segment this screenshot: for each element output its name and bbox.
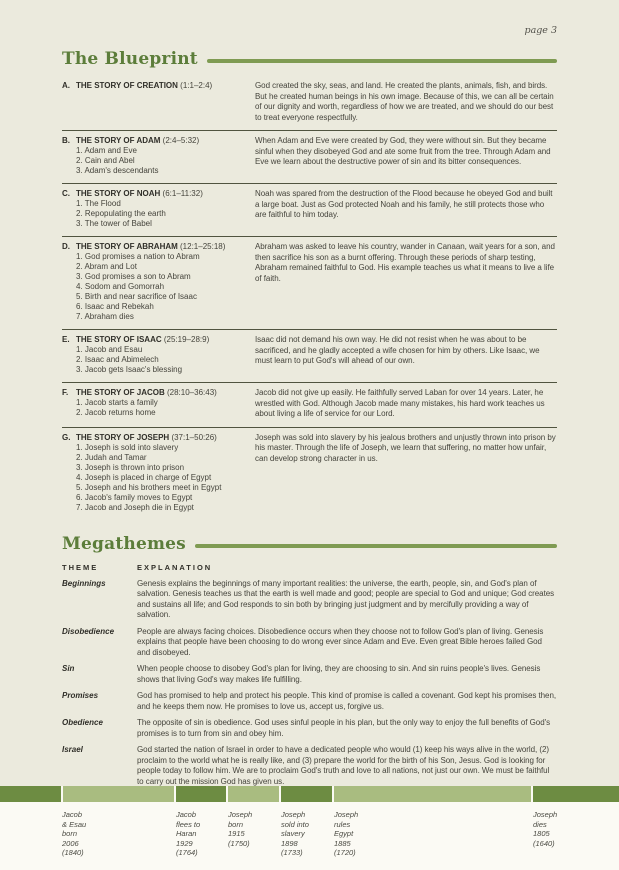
outline-item: 5. Birth and near sacrifice of Isaac <box>76 292 197 301</box>
blueprint-section-row <box>62 383 557 428</box>
page-number: page 3 <box>524 25 557 36</box>
timeline-event <box>62 810 86 858</box>
outline-item: 3. Joseph is thrown into prison <box>76 462 185 472</box>
timeline-event-line: (1750) <box>228 838 250 848</box>
section-verse-range: (2:4–5:32) <box>162 136 200 145</box>
outline-item: 2. Repopulating the earth <box>76 209 166 218</box>
section-title: THE STORY OF JOSEPH (37:1–50:26) <box>76 432 217 442</box>
blueprint-section-row <box>62 428 557 520</box>
section-title: THE STORY OF ABRAHAM (12:1–25:18) <box>76 242 226 251</box>
timeline-event-line: Jacob <box>176 810 197 819</box>
megathemes-heading-rule <box>195 544 557 548</box>
section-title-line <box>62 433 243 443</box>
outline-item: 6. Isaac and Rebekah <box>76 302 154 311</box>
timeline-segment <box>176 786 226 802</box>
outline-item: 3. Adam's descendants <box>76 166 159 175</box>
section-title: THE STORY OF NOAH (6:1–11:32) <box>76 189 203 198</box>
timeline-event-line: 1805 <box>533 829 550 838</box>
timeline-segment <box>228 786 279 802</box>
timeline-event-line: (1640) <box>533 838 555 848</box>
timeline-event-line: born <box>228 819 244 829</box>
timeline-event-line: 1885 <box>334 838 351 848</box>
blueprint-outline-table <box>62 76 557 520</box>
section-title-line <box>62 335 243 345</box>
outline-item: 4. Sodom and Gomorrah <box>76 282 165 291</box>
timeline-event-line: Joseph <box>334 810 359 819</box>
timeline-event-line: Joseph <box>533 810 558 819</box>
theme-name: Disobedience <box>62 626 115 636</box>
timeline-event-line: Egypt <box>334 829 354 838</box>
section-outline <box>62 388 255 420</box>
section-title: THE STORY OF JACOB (28:10–36:43) <box>76 388 217 397</box>
theme-explanation: Genesis explains the beginnings of many important realities: the universe, the earth, people, sin, and God's plan of salvation. Genesis teaches us that the earth is well made and good; people are special to God and unique; God creates and sustains all life; and God responds to sin both by bringing just judgment and by mercifully providing a way of salvation. <box>137 578 555 619</box>
timeline-event-line: sold into <box>281 819 309 829</box>
timeline-segment <box>334 786 531 802</box>
section-title-line <box>62 81 243 91</box>
explanation-column-header: EXPLANATION <box>137 562 213 572</box>
timeline-event-line: Joseph <box>281 810 306 819</box>
timeline-event-line: Joseph <box>228 810 253 819</box>
timeline-event-line: 1915 <box>228 829 245 838</box>
timeline-event-line: 1898 <box>281 838 298 848</box>
outline-item: 2. Isaac and Abimelech <box>76 355 159 364</box>
theme-name: Obedience <box>62 718 103 727</box>
section-outline <box>62 242 255 322</box>
section-description: When Adam and Eve were created by God, they were without sin. But they became sinful when they disobeyed God and ate some fruit from the tree. Through Adam and Eve we learn about the destructive power of sin and its bitter consequences. <box>255 136 551 166</box>
timeline-event-line: (1733) <box>281 848 303 857</box>
section-title-line <box>62 388 243 398</box>
timeline-event <box>281 810 309 858</box>
megathemes-title: Megathemes <box>62 533 186 554</box>
section-title: THE STORY OF ADAM (2:4–5:32) <box>76 136 200 145</box>
outline-item: 2. Judah and Tamar <box>76 452 147 462</box>
timeline-event-line: rules <box>334 819 351 829</box>
section-title-line <box>62 242 243 252</box>
section-description: Joseph was sold into slavery by his jealous brothers and unjustly thrown into prison by his master. Through the life of Joseph, we learn that suffering, no matter how unfair, can develop strong character in us. <box>255 432 556 463</box>
outline-item: 1. God promises a nation to Abram <box>76 252 200 261</box>
blueprint-heading <box>62 49 557 69</box>
outline-item: 6. Jacob's family moves to Egypt <box>76 492 193 502</box>
section-description: Abraham was asked to leave his country, wander in Canaan, wait years for a son, and then sacrifice his son as a burnt offering. Through these periods of sharp testing, Abraham remained faithful to God. His example teaches us what it means to live a life of faith. <box>255 242 555 283</box>
timeline-event-line: Jacob <box>62 810 83 819</box>
timeline-event-line: born <box>62 829 78 838</box>
timeline-event <box>176 810 200 858</box>
blueprint-section-row <box>62 131 557 184</box>
timeline-bar <box>0 786 619 802</box>
section-letter: B. <box>62 136 70 145</box>
section-verse-range: (28:10–36:43) <box>166 388 217 397</box>
theme-row <box>62 745 557 787</box>
outline-item: 1. Joseph is sold into slavery <box>76 442 179 452</box>
timeline-event <box>533 810 557 848</box>
timeline-event-line: 1929 <box>176 838 193 848</box>
timeline-event <box>228 810 252 848</box>
section-letter: A. <box>62 81 70 90</box>
theme-row <box>62 579 557 621</box>
theme-explanation: People are always facing choices. Disobedience occurs when they choose not to follow God's plan of living. Genesis explains that people have been choosing to do wrong ever since Adam and Eve. Even great Bible heroes failed God and disobeyed. <box>137 626 544 657</box>
outline-item: 7. Abraham dies <box>76 312 134 321</box>
outline-item: 3. Jacob gets Isaac's blessing <box>76 365 183 374</box>
timeline <box>0 786 619 870</box>
theme-explanation: God started the nation of Israel in order to have a dedicated people who would (1) keep his ways alive in the world, (2) proclaim to the world what he is really like, and (3) prepare the world for the birth of his Son, Jesus. God is looking for people today to follow him. We are to proclaim God's truth and love to all nations, not just our own. We must be faithful to carry out the mission God has given us. <box>137 745 550 786</box>
section-description: God created the sky, seas, and land. He created the plants, animals, fish, and birds. But he created human beings in his own image. Because of this, we can all be certain of our dignity and worth, regardless of how we are treated, and we should do our best to treat everyone respectfully. <box>255 81 554 122</box>
timeline-event-line: (1720) <box>334 848 356 857</box>
section-description: Noah was spared from the destruction of the Flood because he obeyed God and built a large boat. Just as God protected Noah and his family, he still protects those who are faithful to him today. <box>255 189 553 219</box>
outline-item: 3. The tower of Babel <box>76 219 152 228</box>
blueprint-heading-rule <box>207 59 557 63</box>
outline-item: 1. Jacob starts a family <box>76 398 158 407</box>
section-outline <box>62 189 255 229</box>
section-verse-range: (37:1–50:26) <box>171 432 217 442</box>
blueprint-section-row <box>62 330 557 383</box>
section-description: Isaac did not demand his own way. He did not resist when he was about to be sacrificed, and he gladly accepted a wife chosen for him by others. Like Isaac, we must learn to put God's will ahead of our own. <box>255 335 540 365</box>
timeline-event-line: Haran <box>176 829 197 838</box>
timeline-event-line: & Esau <box>62 819 87 829</box>
outline-item: 2. Abram and Lot <box>76 262 137 271</box>
outline-item: 2. Cain and Abel <box>76 156 135 165</box>
outline-item: 5. Joseph and his brothers meet in Egypt <box>76 482 222 492</box>
theme-explanation: When people choose to disobey God's plan for living, they are choosing to sin. And sin ruins people's lives. Genesis shows that living God's way makes life fulfilling. <box>137 664 541 684</box>
theme-row <box>62 664 557 685</box>
section-verse-range: (12:1–25:18) <box>180 242 226 251</box>
section-title-line <box>62 136 243 146</box>
section-description: Jacob did not give up easily. He faithfully served Laban for over 14 years. Later, he wrestled with God. Although Jacob made many mistakes, his hard work teaches us about living a life of service for our Lord. <box>255 388 545 418</box>
outline-item: 1. Adam and Eve <box>76 146 137 155</box>
timeline-event-line: slavery <box>281 829 305 838</box>
section-title-line <box>62 189 243 199</box>
section-outline <box>62 335 255 375</box>
megathemes-heading <box>62 534 557 554</box>
section-letter: D. <box>62 242 70 251</box>
theme-column-header: THEME <box>62 562 99 572</box>
theme-row <box>62 718 557 739</box>
timeline-event-line: 2006 <box>62 838 79 848</box>
outline-item: 4. Joseph is placed in charge of Egypt <box>76 472 212 482</box>
theme-row <box>62 691 557 712</box>
page-content <box>62 0 557 793</box>
section-letter: C. <box>62 189 70 198</box>
timeline-segment <box>63 786 174 802</box>
section-letter: G. <box>62 432 71 442</box>
timeline-event-line: dies <box>533 819 547 829</box>
section-verse-range: (1:1–2:4) <box>180 81 213 90</box>
section-verse-range: (6:1–11:32) <box>162 189 203 198</box>
timeline-segment <box>533 786 619 802</box>
blueprint-section-row <box>62 184 557 237</box>
theme-explanation: The opposite of sin is obedience. God uses sinful people in his plan, but the only way to enjoy the full benefits of God's promises is to turn from sin and obey him. <box>137 718 551 738</box>
theme-name: Promises <box>62 691 99 700</box>
section-letter: E. <box>62 335 70 344</box>
section-outline <box>62 81 255 123</box>
timeline-segment <box>0 786 61 802</box>
timeline-event-line: (1764) <box>176 848 198 857</box>
outline-item: 1. The Flood <box>76 199 121 208</box>
theme-name: Israel <box>62 745 83 754</box>
timeline-segment <box>281 786 332 802</box>
theme-name: Sin <box>62 664 75 673</box>
blueprint-title: The Blueprint <box>62 49 198 69</box>
section-outline <box>62 136 255 176</box>
section-verse-range: (25:19–28:9) <box>163 335 210 344</box>
outline-item: 3. God promises a son to Abram <box>76 272 191 281</box>
outline-item: 1. Jacob and Esau <box>76 345 143 354</box>
timeline-event-line: flees to <box>176 819 201 829</box>
section-title: THE STORY OF CREATION (1:1–2:4) <box>76 81 213 90</box>
section-title: THE STORY OF ISAAC (25:19–28:9) <box>76 335 210 344</box>
theme-row <box>62 627 557 659</box>
section-outline <box>62 433 255 513</box>
outline-item: 2. Jacob returns home <box>76 408 156 417</box>
theme-name: Beginnings <box>62 578 106 588</box>
timeline-event-line: (1840) <box>62 848 84 857</box>
section-letter: F. <box>62 388 69 397</box>
theme-explanation: God has promised to help and protect his people. This kind of promise is called a covenant. God kept his promises then, and he keeps them now. He promises to love us, accept us, forgive us. <box>137 691 557 711</box>
blueprint-section-row <box>62 76 557 131</box>
blueprint-section-row <box>62 237 557 330</box>
timeline-event <box>334 810 358 858</box>
megathemes-column-headers <box>62 563 557 572</box>
megathemes-table <box>62 579 557 788</box>
outline-item: 7. Jacob and Joseph die in Egypt <box>76 502 194 512</box>
